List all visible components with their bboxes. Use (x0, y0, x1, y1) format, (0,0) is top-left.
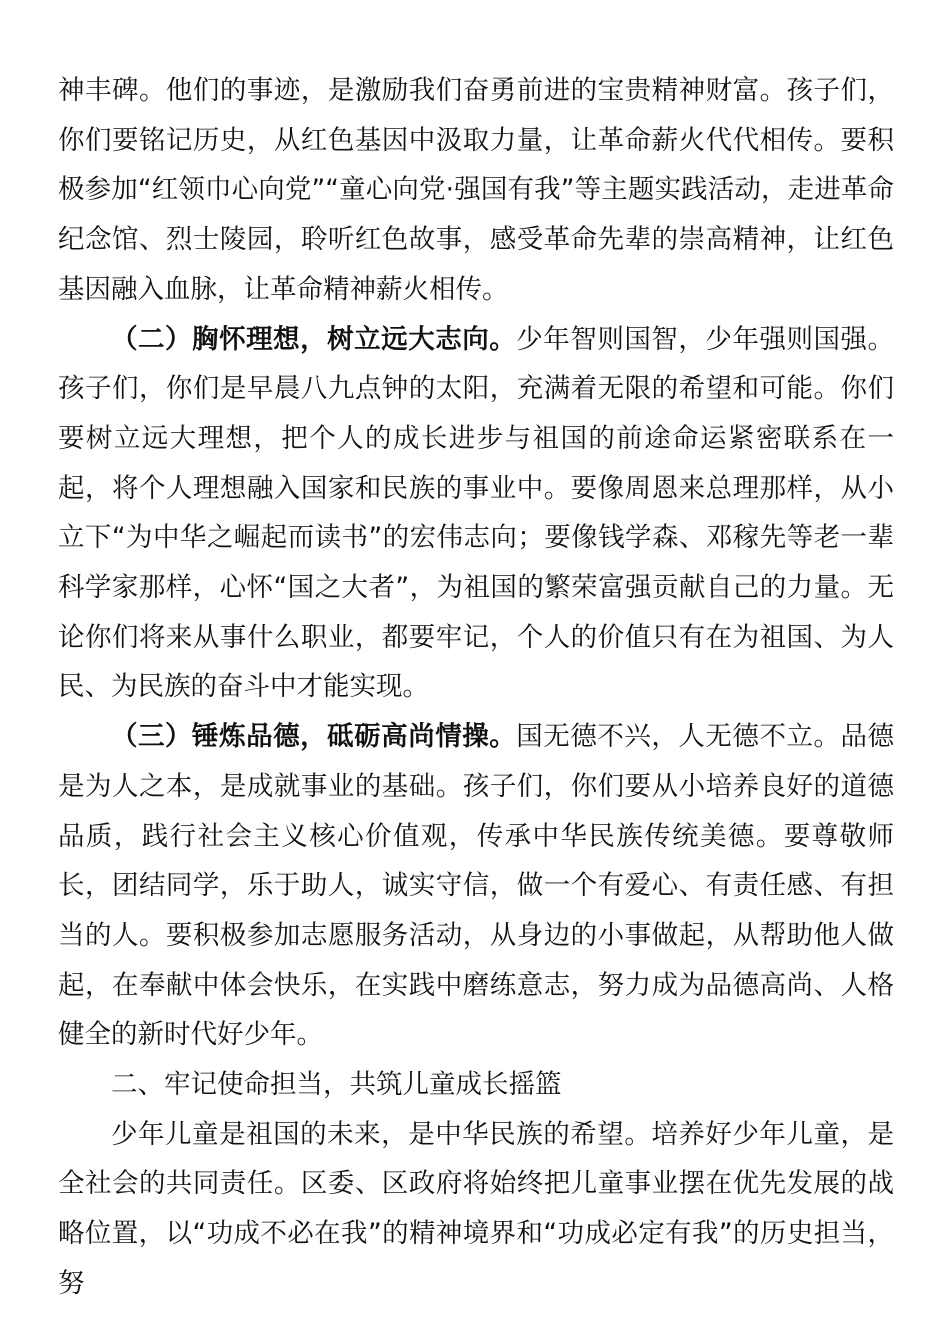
paragraph-text: 少年智则国智，少年强则国强。孩子们，你们是早晨八九点钟的太阳，充满着无限的希望和可能。你们要树立远大理想，把个人的成长进步与祖国的前途命运紧密联系在一起，将个人理想融入国家和民族的事业中。要像周恩来总理那样，从小立下“为中华之崛起而读书”的宏伟志向；要像钱学森、邓稼先等老一辈科学家那样，心怀“国之大者”，为祖国的繁荣富强贡献自己的力量。无论你们将来从事什么职业，都要牢记，个人的价值只有在为祖国、为人民、为民族的奋斗中才能实现。 (58, 323, 895, 703)
paragraph-continuation (58, 66, 894, 315)
chapter-heading (58, 1060, 894, 1110)
paragraph-responsibility (58, 1110, 894, 1309)
paragraph-ideals (58, 315, 894, 713)
paragraph-text: 国无德不兴，人无德不立。品德是为人之本，是成就事业的基础。孩子们，你们要从小培养良好的道德品质，践行社会主义核心价值观，传承中华民族传统美德。要尊敬师长，团结同学，乐于助人，诚实守信，做一个有爱心、有责任感、有担当的人。要积极参加志愿服务活动，从身边的小事做起，从帮助他人做起，在奉献中体会快乐，在实践中磨练意志，努力成为品德高尚、人格健全的新时代好少年。 (58, 721, 895, 1051)
chapter-heading-text: 二、牢记使命担当，共筑儿童成长摇篮 (111, 1069, 562, 1101)
section-heading-three: （三）锤炼品德，砥砺高尚情操。 (111, 721, 517, 753)
paragraph-morality (58, 712, 894, 1060)
paragraph-text: 神丰碑。他们的事迹，是激励我们奋勇前进的宝贵精神财富。孩子们，你们要铭记历史，从红色基因中汲取力量，让革命薪火代代相传。要积极参加“红领巾心向党”“童心向党·强国有我”等主题实践活动，走进革命纪念馆、烈士陵园，聆听红色故事，感受革命先辈的崇高精神，让红色基因融入血脉，让革命精神薪火相传。 (58, 75, 894, 305)
document-body (58, 66, 894, 1309)
paragraph-text: 少年儿童是祖国的未来，是中华民族的希望。培养好少年儿童，是全社会的共同责任。区委、区政府将始终把儿童事业摆在优先发展的战略位置，以“功成不必在我”的精神境界和“功成必定有我”的历史担当，努 (58, 1118, 894, 1299)
section-heading-two: （二）胸怀理想，树立远大志向。 (111, 323, 517, 355)
